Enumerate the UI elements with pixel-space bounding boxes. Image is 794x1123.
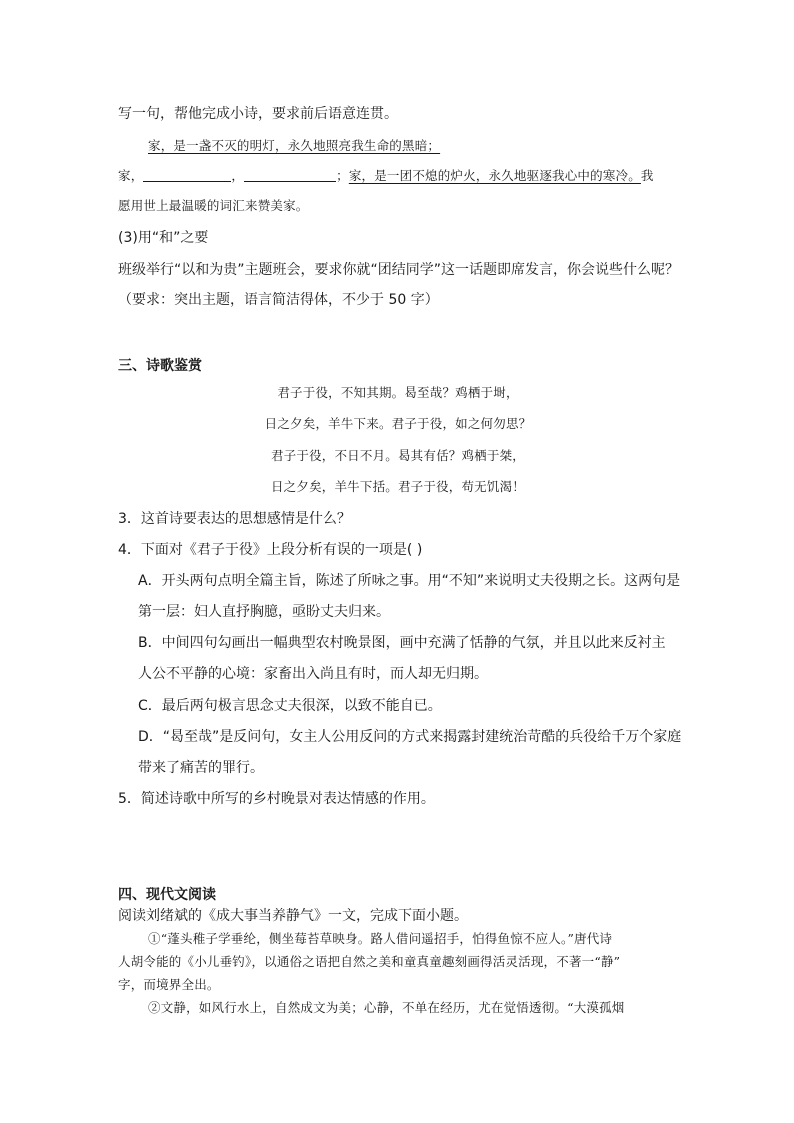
question-3: 3．这首诗要表达的思想感情是什么？	[118, 511, 351, 527]
option-a-line-2: 第一层：妇人直抒胸臆，亟盼丈夫归来。	[138, 604, 390, 620]
paragraph-1-line-1: ①“蓬头稚子学垂纶，侧坐莓苔草映身。路人借问遥招手，怕得鱼惊不应人。”唐代诗	[148, 931, 613, 946]
option-d-line-1: D．“曷至哉”是反问句，女主人公用反问的方式来揭露封建统治苛酷的兵役给千万个家庭	[138, 729, 682, 745]
question-4: 4．下面对《君子于役》上段分析有误的一项是( )	[118, 542, 423, 558]
option-d-line-2: 带来了痛苦的罪行。	[138, 760, 264, 776]
section-heading-poetry: 三、诗歌鉴赏	[118, 358, 202, 374]
poem-line-2-sep2: ；	[336, 168, 349, 183]
poem-line-1: 家，是一盏不灭的明灯，永久地照亮我生命的黑暗；	[148, 138, 441, 153]
question-5: 5．简述诗歌中所写的乡村晚景对表达情感的作用。	[118, 791, 435, 807]
paragraph-1-line-3: 字，而境界全出。	[118, 977, 220, 992]
option-b-line-2: 人公不平静的心境：家畜出入尚且有时，而人却无归期。	[138, 666, 488, 682]
classical-poem-line-4: 日之夕矣，羊牛下括。君子于役，苟无饥渴！	[270, 479, 525, 494]
option-b-line-1: B．中间四句勾画出一幅典型农村晚景图，画中充满了恬静的气氛，并且以此来反衬主	[138, 635, 666, 651]
paragraph-2-line-1: ②文静，如风行水上，自然成文为美；心静，不单在经历，尤在觉悟透彻。“大漠孤烟	[148, 1000, 625, 1015]
reading-intro: 阅读刘绪斌的《成大事当养静气》一文，完成下面小题。	[118, 908, 468, 924]
question-3-requirement: （要求：突出主题，语言简洁得体，不少于 50 字）	[118, 292, 439, 308]
classical-poem-line-1: 君子于役，不知其期。曷至哉？鸡栖于埘，	[277, 385, 519, 400]
option-a-line-1: A．开头两句点明全篇主旨，陈述了所咏之事。用“不知”来说明丈夫役期之长。这两句是	[138, 573, 681, 589]
poem-line-2-sep1: ，	[231, 168, 245, 183]
answer-blank-1[interactable]	[143, 167, 231, 182]
paragraph-1-line-2: 人胡令能的《小儿垂钓》，以通俗之语把自然之美和童真童趣刻画得活灵活现，不著一“静”	[118, 954, 621, 969]
poem-line-2-end: 家，是一团不熄的炉火，永久地驱逐我心中的寒冷。	[348, 168, 641, 183]
answer-blank-2[interactable]	[244, 167, 336, 182]
poem-line-2	[118, 166, 654, 186]
poem-line-2-tail: 我	[640, 168, 654, 183]
classical-poem-line-3: 君子于役，不日不月。曷其有佸？鸡栖于桀，	[270, 448, 525, 463]
poem-line-3: 愿用世上最温暖的词汇来赞美家。	[118, 198, 309, 213]
classical-poem-line-2: 日之夕矣，羊牛下来。君子于役，如之何勿思？	[264, 416, 532, 431]
option-c-line-1: C．最后两句极言思念丈夫很深，以致不能自已。	[138, 698, 442, 714]
instruction-text: 写一句，帮他完成小诗，要求前后语意连贯。	[118, 106, 398, 122]
poem-line-2-start: 家，	[118, 168, 144, 183]
question-3-text: 班级举行“以和为贵”主题班会，要求你就“团结同学”这一话题即席发言，你会说些什么呢？	[118, 262, 680, 278]
section-heading-reading: 四、现代文阅读	[118, 887, 216, 903]
question-3-title: (3)用“和”之要	[118, 230, 209, 246]
